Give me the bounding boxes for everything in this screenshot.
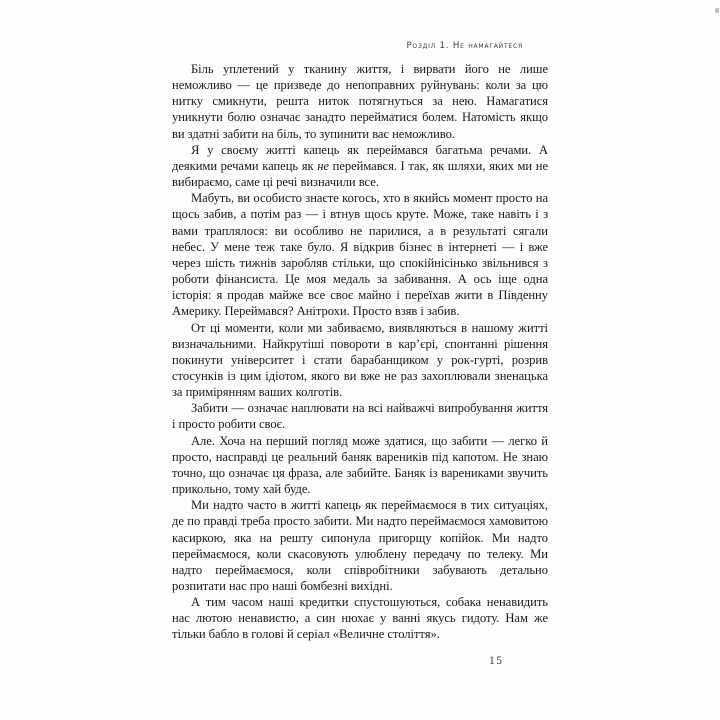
paragraph-text: Але. Хоча на перший погляд може здатися, що забити — легко й просто, насправді це реальний баняк вареників під капотом. Не знаю точно, що означає ця фраза, але забийте. Баняк із варениками звучить прикольно, тому хай буде.	[172, 433, 548, 497]
paragraph-text: Я у своєму житті капець як переймався багатьма речами. А деякими речами капець як	[172, 142, 548, 173]
paragraph	[172, 497, 548, 594]
paragraph	[172, 190, 548, 319]
paragraph	[172, 142, 548, 190]
paragraph	[172, 594, 548, 642]
emphasized-text: не	[317, 158, 329, 173]
paragraph-text: переймався. І так, як шляхи, яких ми не вибираємо, саме ці речі визначили все.	[172, 158, 549, 190]
running-head: Розділ 1. Не намагайтеся	[406, 41, 523, 51]
paragraph-text: От ці моменти, коли ми забиваємо, виявляються в нашому житті визначальними. Найкрутіші повороти в кар’єрі, спонтанні рішення покинути університет і стати барабанщиком у рок-гурті, розрив стосунків із цим ідіотом, якого ви вже не раз захоплювали зненацька за примірянням ваших колготів.	[172, 320, 548, 400]
paragraph	[172, 61, 548, 142]
paragraph-text: Забити — означає наплювати на всі найважчі випробування життя і просто робити своє.	[172, 401, 548, 432]
paragraph-text: Мабуть, ви особисто знаєте когось, хто в якийсь момент просто на щось забив, а потім раз — і втнув щось круте. Може, таке навіть і з вами траплялося: ви особливо не парилися, а в результаті сягали небес. У мене теж таке було. Я відкрив бізнес в інтернеті — і вже через шість тижнів заробляв стільки, що спокійнісінько звільнився з роботи фінансиста. Це моя медаль за забивання. А ось іще одна історія: я продав майже все своє майно і переїхав жити в Південну Америку. Переймався? Анітрохи. Просто взяв і забив.	[172, 191, 548, 319]
paragraph-text: Біль уплетений у тканину життя, і вирвати його не лише неможливо — це призведе до непоправних руйнувань: коли за цю нитку смикнути, решта ниток потягнуться за нею. Намагатися уникнути болю означає занадто перейматися болем. Натомість якщо ви здатні забити на біль, то зупинити вас неможливо.	[172, 62, 548, 141]
paragraph-text: А тим часом наші кредитки спустошуються, собака ненавидить нас лютою ненавистю, а син нюхає у ванні якусь гидоту. Нам же тільки бабло в голові й серіал «Величне століття».	[172, 595, 548, 642]
paragraph	[172, 433, 548, 498]
paragraph	[172, 320, 548, 401]
paragraph-text: Ми надто часто в житті капець як переймаємося в тих ситуаціях, де по правді треба просто забити. Ми надто переймаємося хамовитою касиркою, яка на решту сипонула пригорщу копійок. Ми надто переймаємося, коли скасовують улюблену передачу по телеку. Ми надто переймаємося, коли співробітники забувають детально розпитати нас про наші бомбезні вихідні.	[172, 498, 548, 593]
paragraph	[172, 400, 548, 432]
page-body	[172, 61, 548, 643]
scan-artifact	[715, 8, 719, 13]
page-number: 15	[489, 655, 504, 667]
